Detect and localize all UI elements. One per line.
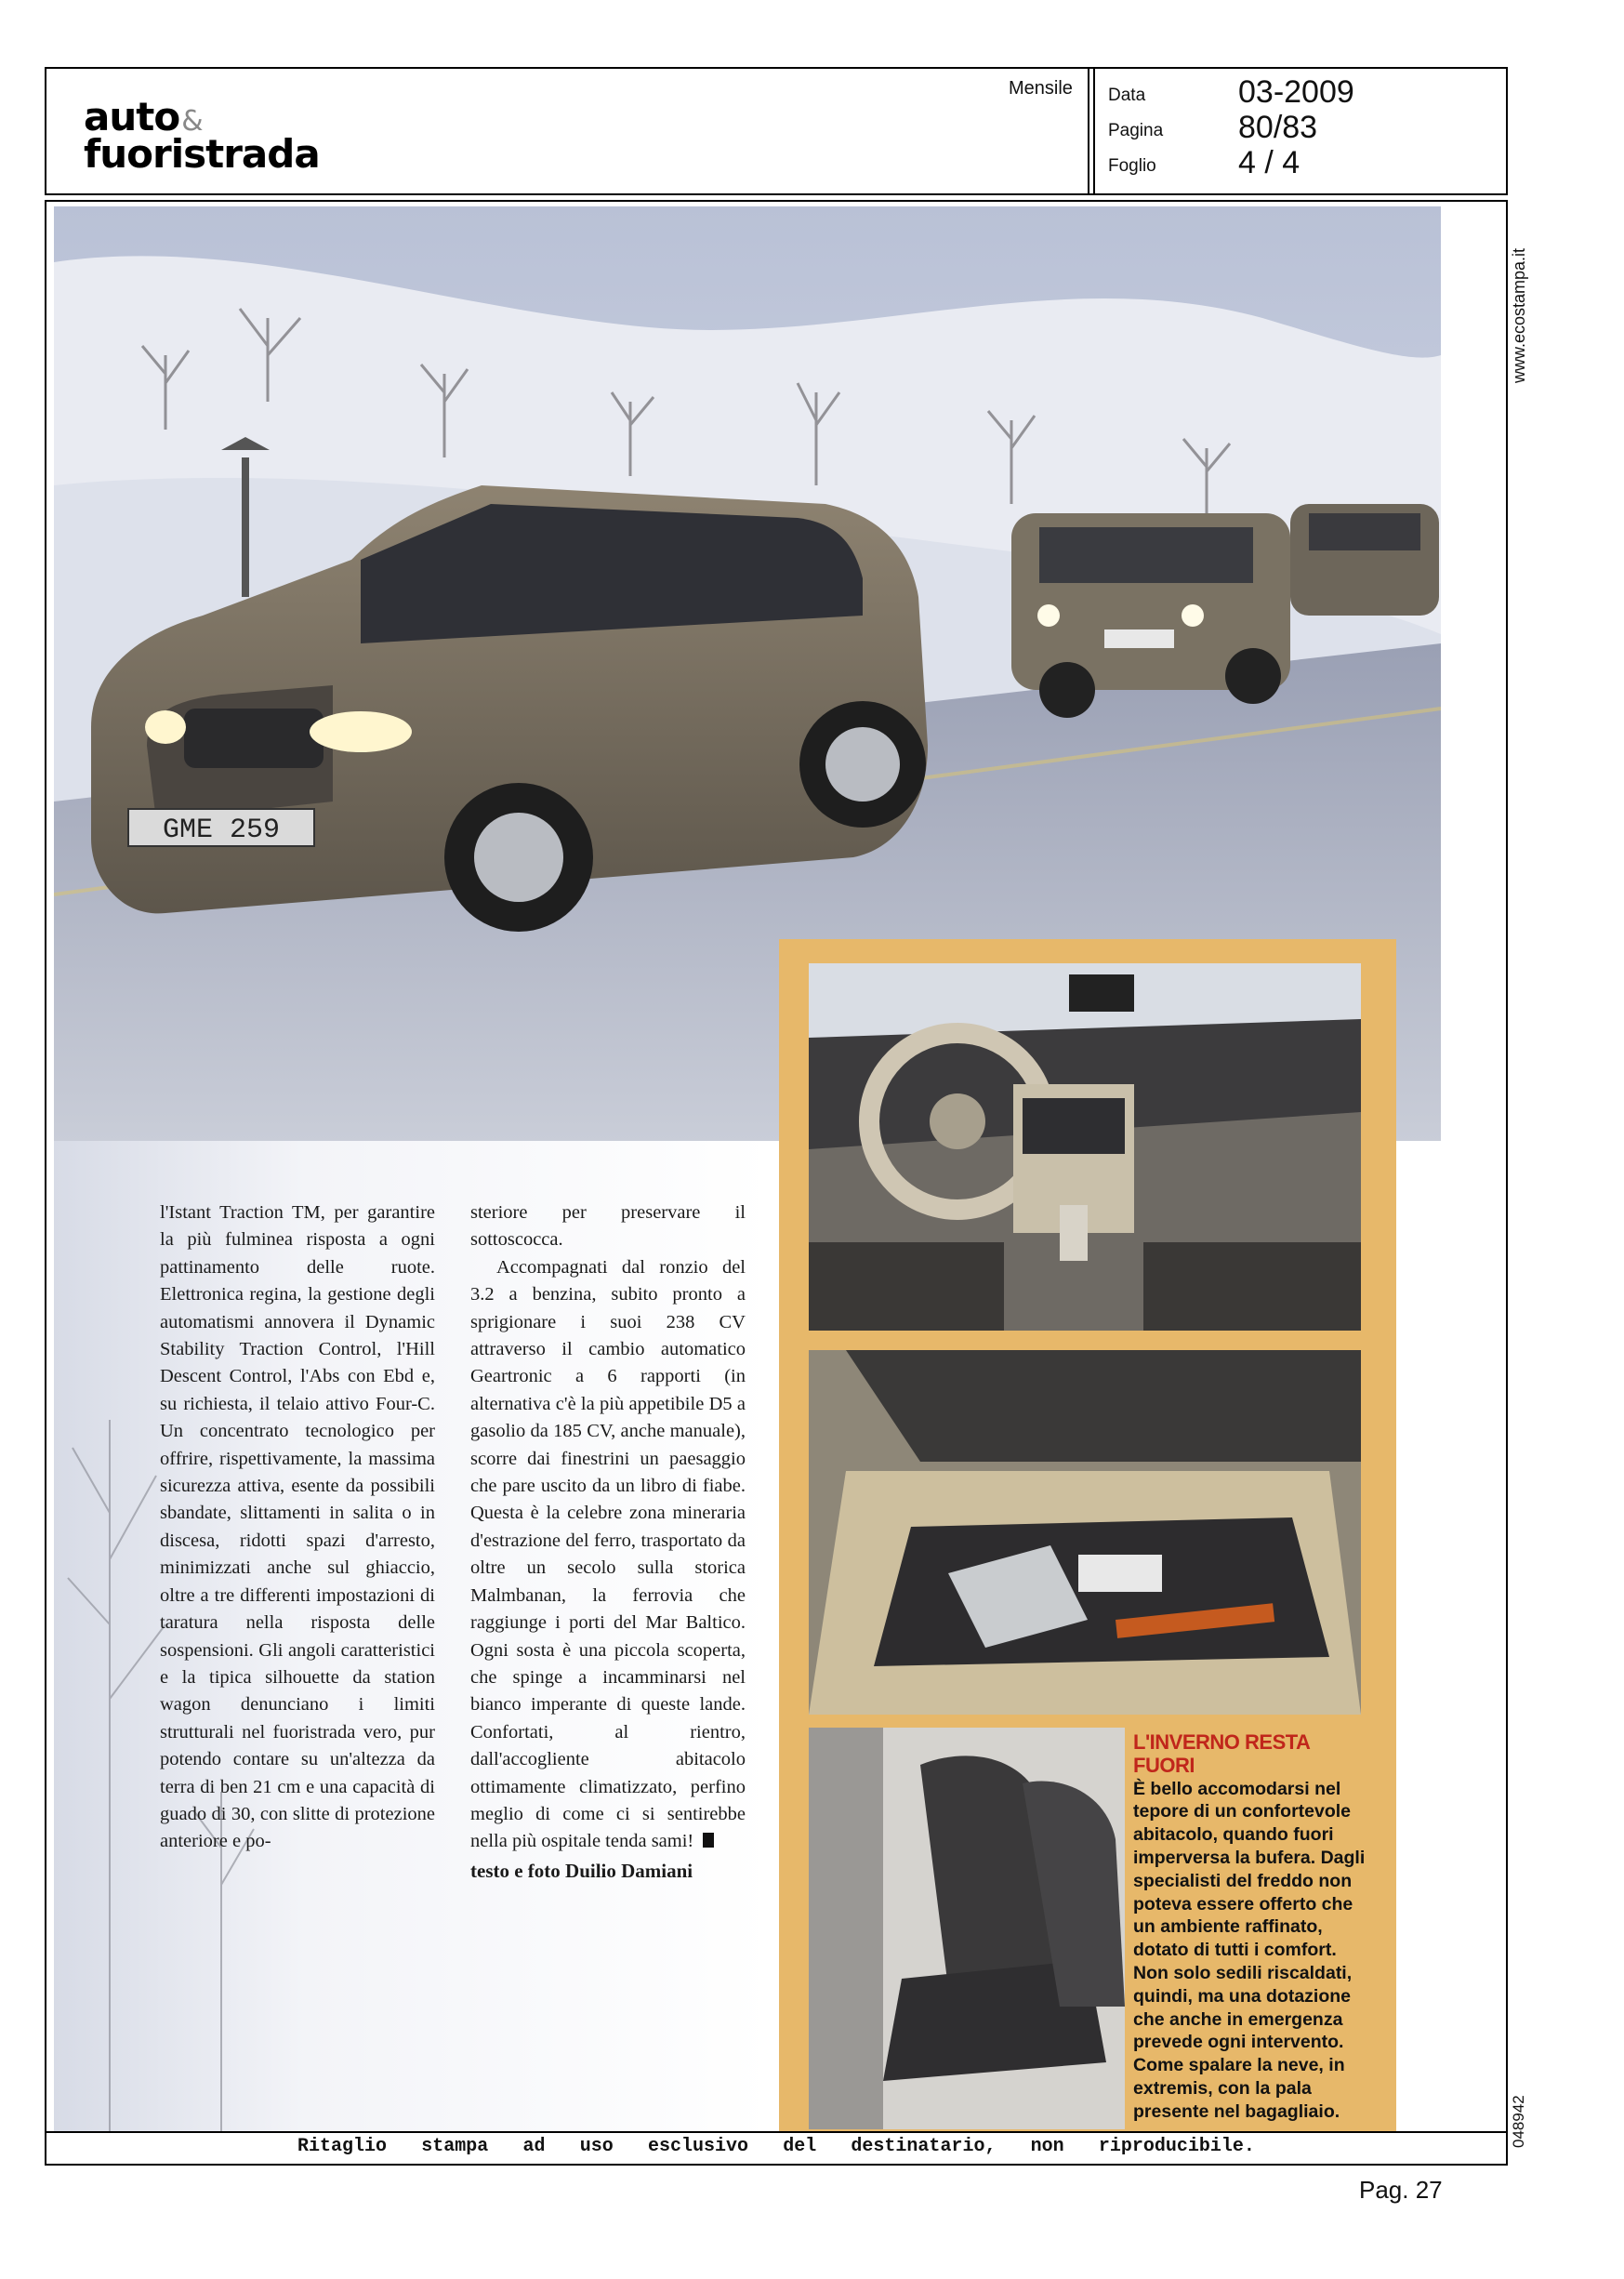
header-divider — [1093, 69, 1095, 193]
author-credit: testo e foto Duilio Damiani — [470, 1859, 693, 1882]
masthead-header — [45, 67, 1508, 195]
footer-word: riproducibile. — [1098, 2136, 1255, 2157]
meta-value: 4 / 4 — [1238, 145, 1301, 180]
meta-row-foglio — [1108, 145, 1499, 180]
footer-word: non — [1030, 2136, 1064, 2157]
meta-label: Pagina — [1108, 121, 1164, 140]
article-column-2 — [470, 1199, 746, 1885]
meta-label: Data — [1108, 86, 1146, 105]
article-paragraph: l'Istant Traction TM, per garantire la più fulminea risposta a ogni pattinamento delle ruote. Elettronica regina, la gestione degli automatismi annovera il Dynamic Stability Traction Control, l'Hill Descent Control, l'Abs con Ebd e, su richiesta, il telaio attivo Four-C. Un concentrato tecnologico per offrire, rispettivamente, la massima sicurezza attiva, esente da possibili sbandate, slittamenti in salita o in discesa, ridotti spazi d'arresto, minimizzati anche sul ghiaccio, oltre a tre differenti impostazioni di taratura nella risposta delle sospensioni. Gli angoli caratteristici e la tipica silhouette da station wagon denunciano i limiti strutturali nel fuoristrada vero, pur potendo contare su un'altezza da terra di ben 21 cm e una capacità di guado di 30, con slitte di protezione anteriore e po- — [160, 1202, 435, 1852]
footer-word: ad — [522, 2136, 546, 2157]
photo-seats — [809, 1728, 1125, 2129]
car-back — [1290, 504, 1439, 616]
article-paragraph: steriore per preservare il sottoscocca. — [470, 1202, 746, 1251]
side-code: 048942 — [1510, 2095, 1527, 2148]
footer-disclaimer — [297, 2136, 1255, 2157]
photo-caption — [1133, 1731, 1366, 2124]
caption-title: L'INVERNO RESTA FUORI — [1133, 1730, 1310, 1777]
footer-word: stampa — [421, 2136, 489, 2157]
caption-body: È bello accomodarsi nel tepore di un confortevole abitacolo, quando fuori imperversa la bufera. Dagli specialisti del freddo non poteva essere offerto che un ambiente raffinato, dotato di tutti i comfort. Non solo sedili riscaldati, quindi, ma una dotazione che anche in emergenza prevede ogni intervento. Come spalare la neve, in extremis, con la pala presente nel bagagliaio. — [1133, 1778, 1366, 2122]
frequency-label: Mensile — [1009, 78, 1073, 99]
header-divider — [1088, 69, 1089, 193]
footer-rule — [45, 2131, 1508, 2133]
car-middle — [1011, 513, 1290, 718]
page-number: Pag. 27 — [1359, 2176, 1443, 2204]
meta-value: 03-2009 — [1238, 74, 1354, 110]
license-plate: GME 259 — [162, 815, 281, 846]
meta-value: 80/83 — [1238, 110, 1318, 145]
logo-word-fuoristrada: fuoristrada — [84, 130, 320, 177]
article-column-1 — [160, 1199, 435, 1856]
footer-word: esclusivo — [647, 2136, 748, 2157]
article-paragraph: Accompagnati dal ronzio del 3.2 a benzina, subito pronto a sprigionare i suoi 238 CV attraverso il cambio automatico Geartronic a 6 rapporti (in alternativa c'è la più appetibile D5 a gasolio da 185 CV, anche manuale), scorre dai finestrini un paesaggio che pare uscito da un libro di fiabe. Questa è la celebre zona mineraria d'estrazione del ferro, trasportato da oltre un secolo sulla storica Malmbanan, la ferrovia che raggiunge i porti del Mar Baltico. Ogni sosta è una piccola scoperta, che spinge a incamminarsi nel bianco imperante di queste lande. Confortati, al rientro, dall'accogliente abitacolo ottimamente climatizzato, perfino meglio di come ci si sentirebbe nella più ospitale tenda sami! — [470, 1256, 746, 1852]
logo-word-auto: auto — [84, 94, 180, 139]
issue-meta — [1108, 74, 1499, 180]
footer-word: destinatario, — [851, 2136, 997, 2157]
magazine-logo — [84, 94, 320, 177]
footer-word: Ritaglio — [297, 2136, 388, 2157]
meta-label: Foglio — [1108, 156, 1156, 176]
footer-word: uso — [579, 2136, 614, 2157]
side-url: www.ecostampa.it — [1510, 247, 1528, 383]
logo-ampersand: & — [181, 105, 203, 138]
photo-dashboard — [809, 963, 1361, 1331]
meta-row-data — [1108, 74, 1499, 110]
meta-row-pagina — [1108, 110, 1499, 145]
photo-cargo-area — [809, 1350, 1361, 1715]
end-of-article-mark — [703, 1833, 714, 1848]
footer-word: del — [783, 2136, 817, 2157]
